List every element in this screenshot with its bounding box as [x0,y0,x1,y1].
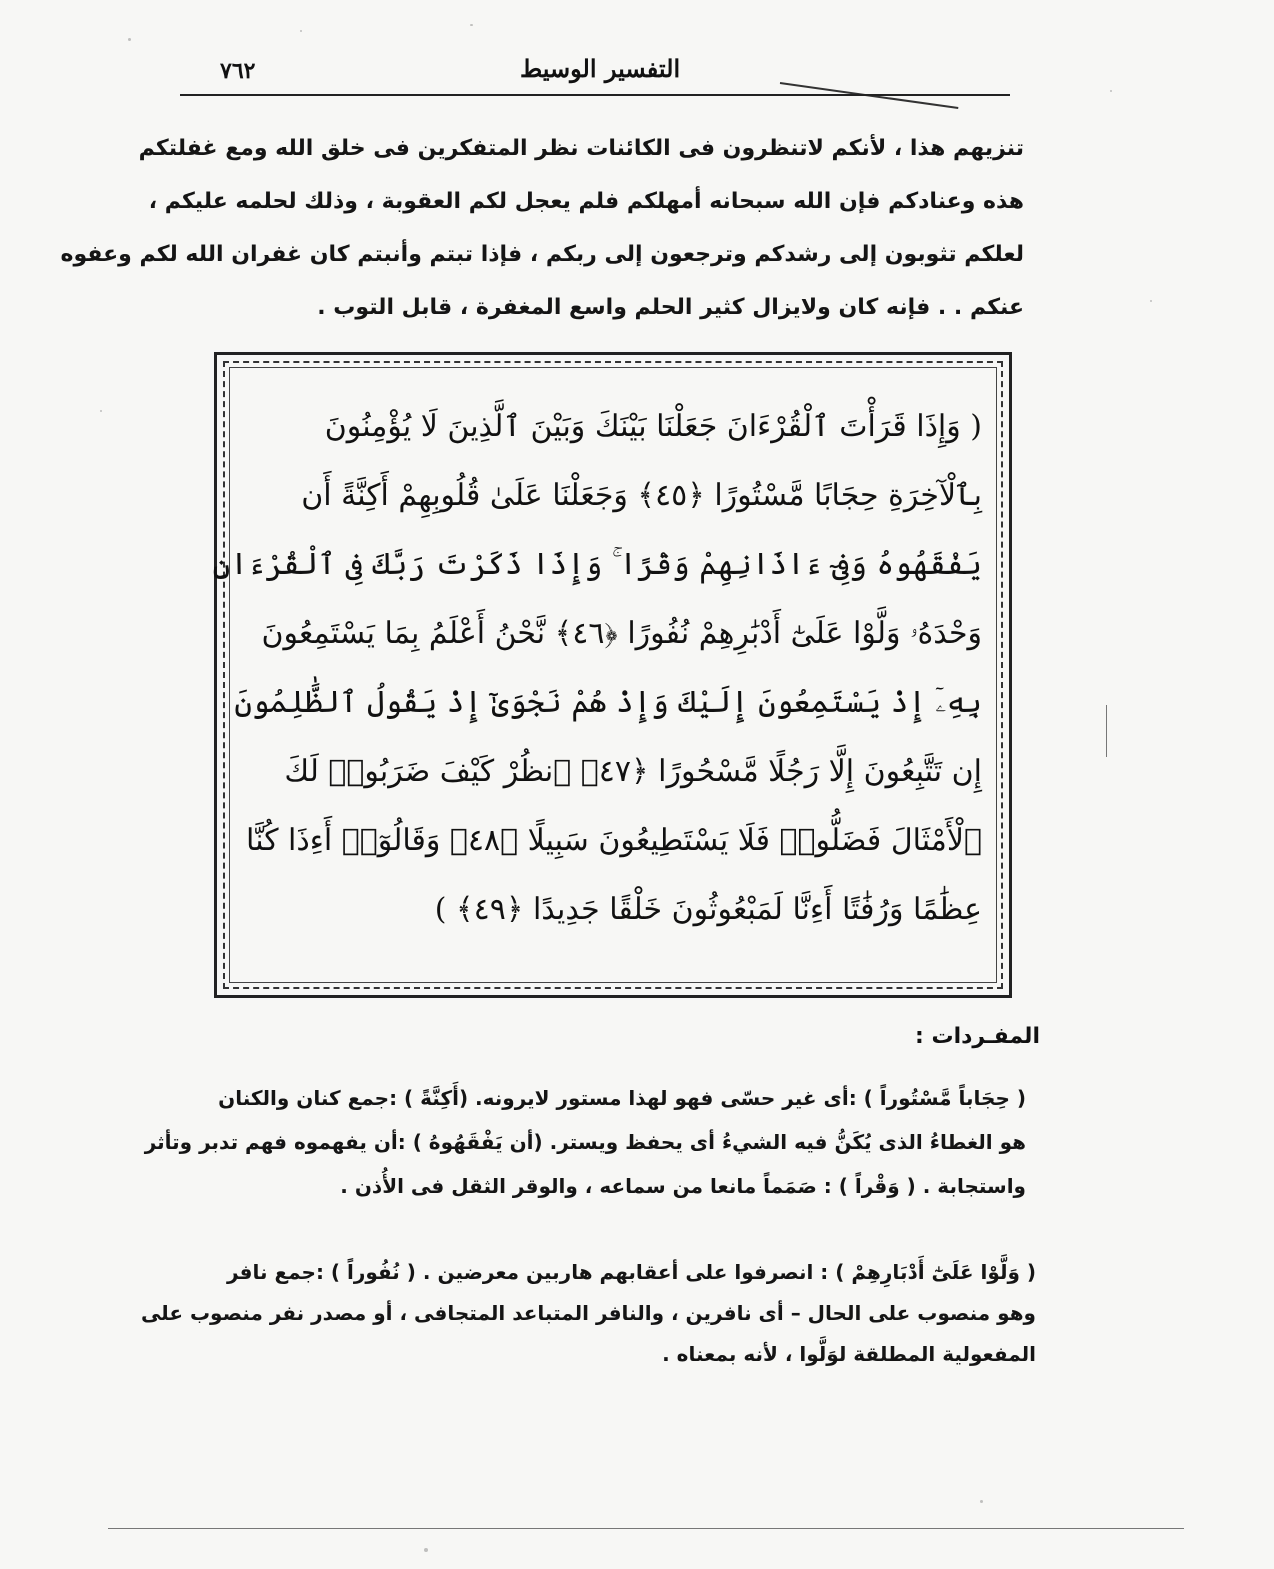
page-number: ٧٦٢ [220,58,256,84]
verse-line: عِظَٰمًا وَرُفَٰتًا أَءِنَّا لَمَبْعُوثُونَ خَلْقًا جَدِيدًا ﴿٤٩﴾ ) [434,892,982,927]
intro-line: هذه وعنادكم فإن الله سبحانه أمهلكم فلم يعجل لكم العقوبة ، وذلك لحلمه عليكم ، [148,189,1024,214]
intro-line: تنزيهم هذا ، لأنكم لاتنظرون فى الكائنات نظر المتفكرين فى خلق الله ومع غفلتكم [138,136,1024,161]
scan-speck [1110,90,1112,92]
footer-rule [108,1528,1184,1529]
verse-line: يَفْقَهُوهُ وَفِىٓ ءَاذَانِهِمْ وَقْرًا ۚ وَإِذَا ذَكَرْتَ رَبَّكَ فِى ٱلْقُرْءَانِ [212,547,982,582]
verse-line: إِن تَتَّبِعُونَ إِلَّا رَجُلًا مَّسْحُورًا ﴿٤٧﴾ ٱنظُرْ كَيْفَ ضَرَبُوا۟ لَكَ [284,754,982,789]
header-rule [180,94,1010,96]
verse-line: بِٱلْآخِرَةِ حِجَابًا مَّسْتُورًا ﴿٤٥﴾ وَجَعَلْنَا عَلَىٰ قُلُوبِهِمْ أَكِنَّةً أَن [301,478,982,513]
vocabulary-paragraph-2 [140,1252,1036,1375]
scan-speck [424,1548,428,1552]
intro-paragraph [60,122,1024,334]
scan-speck [128,38,131,41]
verse-line: وَحْدَهُۥ وَلَّوْا عَلَىٰٓ أَدْبَٰرِهِمْ نُفُورًا ﴿٤٦﴾ نَّحْنُ أَعْلَمُ بِمَا يَسْتَمِعُونَ [261,616,982,651]
margin-mark [1106,705,1107,757]
intro-line: لعلكم تثوبون إلى رشدكم وترجعون إلى ربكم ، فإذا تبتم وأنبتم كان غفران الله لكم وعفوه [60,242,1024,267]
scan-speck [470,24,473,26]
verse-line: ٱلْأَمْثَالَ فَضَلُّوا۟ فَلَا يَسْتَطِيعُونَ سَبِيلًا ﴿٤٨﴾ وَقَالُوٓا۟ أَءِذَا كُنَّا [246,823,982,858]
page-header [180,40,1010,96]
vocabulary-line: هو الغطاءُ الذى يُكَنُّ فيه الشيءُ أى يحفظ ويستر. (أن يَفْقَهُوهُ ) :أن يفهموه فهم تدبر وتأثر [144,1130,1026,1154]
scan-speck [300,30,302,32]
vocabulary-line: وهو منصوب على الحال – أى نافرين ، والنافر المتباعد المتجافى ، أو مصدر نفر منصوب على [140,1301,1036,1325]
verse-line: بِهِۦٓ إِذْ يَسْتَمِعُونَ إِلَيْكَ وَإِذْ هُمْ نَجْوَىٰٓ إِذْ يَقُولُ ٱلظَّٰلِمُونَ [234,685,982,720]
vocabulary-paragraph-1 [144,1076,1026,1208]
scan-speck [100,410,102,412]
scan-speck [1150,300,1152,302]
vocabulary-line: واستجابة . ( وَقْراً ) : صَمَماً مانعا من سماعه ، والوقر الثقل فى الأُذن . [340,1174,1026,1198]
vocabulary-line: المفعولية المطلقة لوَلَّوا ، لأنه بمعناه . [662,1342,1036,1366]
verse-line: ( وَإِذَا قَرَأْتَ ٱلْقُرْءَانَ جَعَلْنَا بَيْنَكَ وَبَيْنَ ٱلَّذِينَ لَا يُؤْمِنُونَ [324,409,982,444]
verse-text [212,392,982,944]
running-title: التفسير الوسيط [520,54,681,83]
scan-speck [980,1500,983,1503]
vocabulary-line: ( وَلَّوْا عَلَىٰٓ أَدْبَارِهِمْ ) : انصرفوا على أعقابهم هاربين معرضين . ( نُفُوراً ) :جمع نافر [226,1260,1036,1284]
vocabulary-line: ( حِجَاباً مَّسْتُوراً ) :أى غير حسّى فهو لهذا مستور لايرونه. (أَكِنَّةً ) :جمع كنان والكنان [218,1086,1026,1110]
intro-line: عنكم . . فإنه كان ولايزال كثير الحلم واسع المغفرة ، قابل التوب . [317,295,1024,320]
vocabulary-heading: المفـردات : [915,1024,1040,1049]
